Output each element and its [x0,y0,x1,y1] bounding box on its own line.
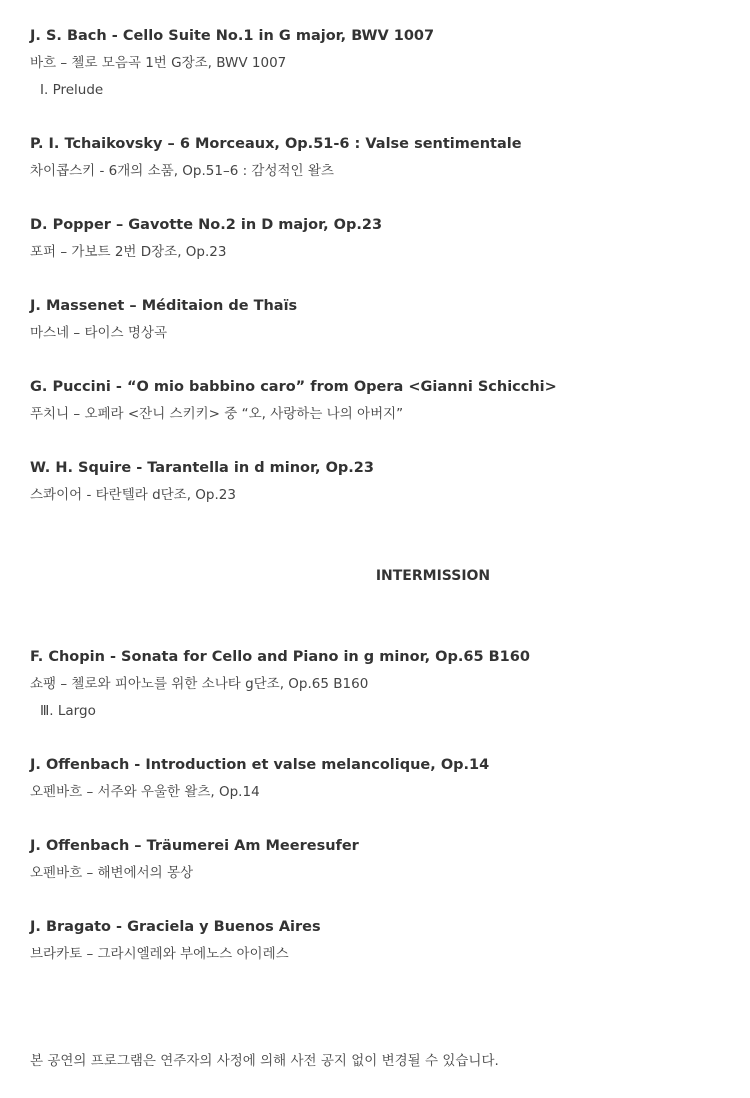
program-change-notice: 본 공연의 프로그램은 연주자의 사정에 의해 사전 공지 없이 변경될 수 있습니다. [30,1053,499,1069]
spacer [30,269,730,296]
piece-title: P. I. Tchaikovsky – 6 Morceaux, Op.51-6 : Valse sentimentale [30,136,522,152]
piece-subtitle-korean: 푸치니 – 오페라 <잔니 스키키> 중 “오, 사랑하는 나의 아버지” [30,406,404,422]
piece-subtitle-korean: 스콰이어 - 타란텔라 d단조, Op.23 [30,487,236,503]
piece-title: J. Offenbach - Introduction et valse melancolique, Op.14 [30,757,490,773]
piece-tchaikovsky [30,134,730,188]
spacer [30,431,730,458]
piece-offenbach-traumerei [30,836,730,890]
piece-title: G. Puccini - “O mio babbino caro” from Opera <Gianni Schicchi> [30,379,557,395]
intermission-heading: INTERMISSION [375,568,491,584]
piece-subtitle-korean: 마스네 – 타이스 명상곡 [30,325,167,341]
spacer [30,890,730,917]
piece-title: J. Bragato - Graciela y Buenos Aires [30,919,321,935]
piece-subtitle-korean: 오펜바흐 – 서주와 우울한 왈츠, Op.14 [30,784,260,800]
piece-massenet [30,296,730,350]
piece-puccini [30,377,730,431]
piece-subtitle-korean: 포퍼 – 가보트 2번 D장조, Op.23 [30,244,227,260]
program-second-half [30,647,730,971]
piece-subtitle-korean: 차이콥스키 - 6개의 소품, Op.51–6 : 감성적인 왈츠 [30,163,334,179]
piece-subtitle-korean: 쇼팽 – 첼로와 피아노를 위한 소나타 g단조, Op.65 B160 [30,676,369,692]
piece-title: F. Chopin - Sonata for Cello and Piano in g minor, Op.65 B160 [30,649,530,665]
piece-subtitle-korean: 브라카토 – 그라시엘레와 부에노스 아이레스 [30,946,289,962]
piece-movement: Ⅰ. Prelude [40,82,104,98]
program-first-half [30,26,730,512]
piece-subtitle-korean: 오펜바흐 – 해변에서의 몽상 [30,865,194,881]
piece-chopin [30,647,730,728]
piece-movement: Ⅲ. Largo [40,703,96,719]
piece-title: J. Massenet – Méditaion de Thaïs [30,298,298,314]
piece-bragato [30,917,730,971]
piece-bach [30,26,730,107]
spacer [30,188,730,215]
piece-title: J. Offenbach – Träumerei Am Meeresufer [30,838,359,854]
spacer [30,809,730,836]
spacer [30,107,730,134]
piece-title: J. S. Bach - Cello Suite No.1 in G major, BWV 1007 [30,28,435,44]
spacer [30,728,730,755]
piece-title: D. Popper – Gavotte No.2 in D major, Op.23 [30,217,383,233]
spacer [30,350,730,377]
piece-popper [30,215,730,269]
piece-title: W. H. Squire - Tarantella in d minor, Op.23 [30,460,374,476]
piece-squire [30,458,730,512]
piece-offenbach-introduction [30,755,730,809]
piece-subtitle-korean: 바흐 – 첼로 모음곡 1번 G장조, BWV 1007 [30,55,287,71]
